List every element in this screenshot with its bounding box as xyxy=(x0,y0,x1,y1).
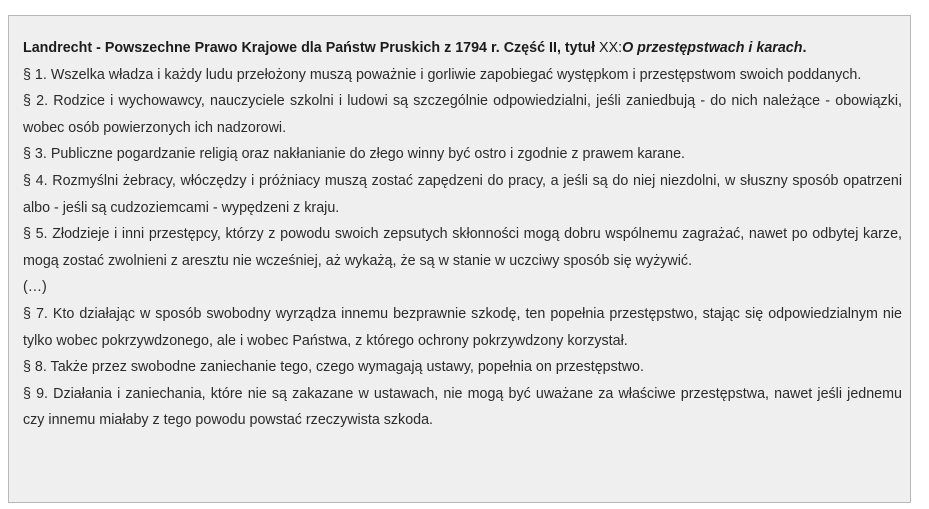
paragraph-4: § 4. Rozmyślni żebracy, włóczędzy i próżniacy muszą zostać zapędzeni do pracy, a jeśli są do niej niezdolni, w słuszny sposób opatrzeni albo - jeśli są cudzoziemcami - wypędzeni z kraju. xyxy=(23,172,902,216)
paragraph-9: § 9. Działania i zaniechania, które nie są zakazane w ustawach, nie mogą być uważane za właściwe przestępstwa, nawet jeśli jednemu czy innemu miałaby z tego powodu powstać rzeczywista szkoda. xyxy=(23,385,902,429)
ellipsis: (…) xyxy=(23,279,47,296)
heading-part-number: XX: xyxy=(599,40,623,56)
paragraph-7: § 7. Kto działając w sposób swobodny wyrządza innemu bezprawnie szkodę, ten popełnia przestępstwo, stając się odpowiedzialnym nie tylko wobec pokrzywdzonego, ale i wobec Państwa, z którego ochrony pokrzywdzony korzystał. xyxy=(23,305,902,349)
quote-box xyxy=(8,15,911,503)
paragraph-3: § 3. Publiczne pogardzanie religią oraz nakłanianie do złego winny być ostro i zgodnie z prawem karane. xyxy=(23,146,686,163)
paragraph-1: § 1. Wszelka władza i każdy ludu przełożony muszą poważnie i gorliwie zapobiegać występkom i przestępstwom swoich poddanych. xyxy=(23,66,862,83)
heading-part-title: O przestępstwach i karach xyxy=(622,40,803,56)
paragraph-2: § 2. Rodzice i wychowawcy, nauczyciele szkolni i ludowi są szczególnie odpowiedzialni, jeśli zaniedbują - do nich należące - obowiązki, wobec osób powierzonych ich nadzorowi. xyxy=(23,93,902,136)
document-heading xyxy=(23,35,902,62)
heading-end: . xyxy=(802,40,807,56)
heading-title: Landrecht - Powszechne Prawo Krajowe dla Państw Pruskich z 1794 r. Część II, tytuł xyxy=(23,40,600,56)
paragraph-5: § 5. Złodzieje i inni przestępcy, którzy z powodu swoich zepsutych skłonności mogą dobru wspólnemu zagrażać, nawet po odbytej karze, mogą zostać zwolnieni z aresztu nie wcześniej, aż wykażą, że są w stanie w uczciwy sposób się wyżywić. xyxy=(23,226,902,269)
paragraph-8: § 8. Także przez swobodne zaniechanie tego, czego wymagają ustawy, popełnia on przestępstwo. xyxy=(23,359,644,376)
